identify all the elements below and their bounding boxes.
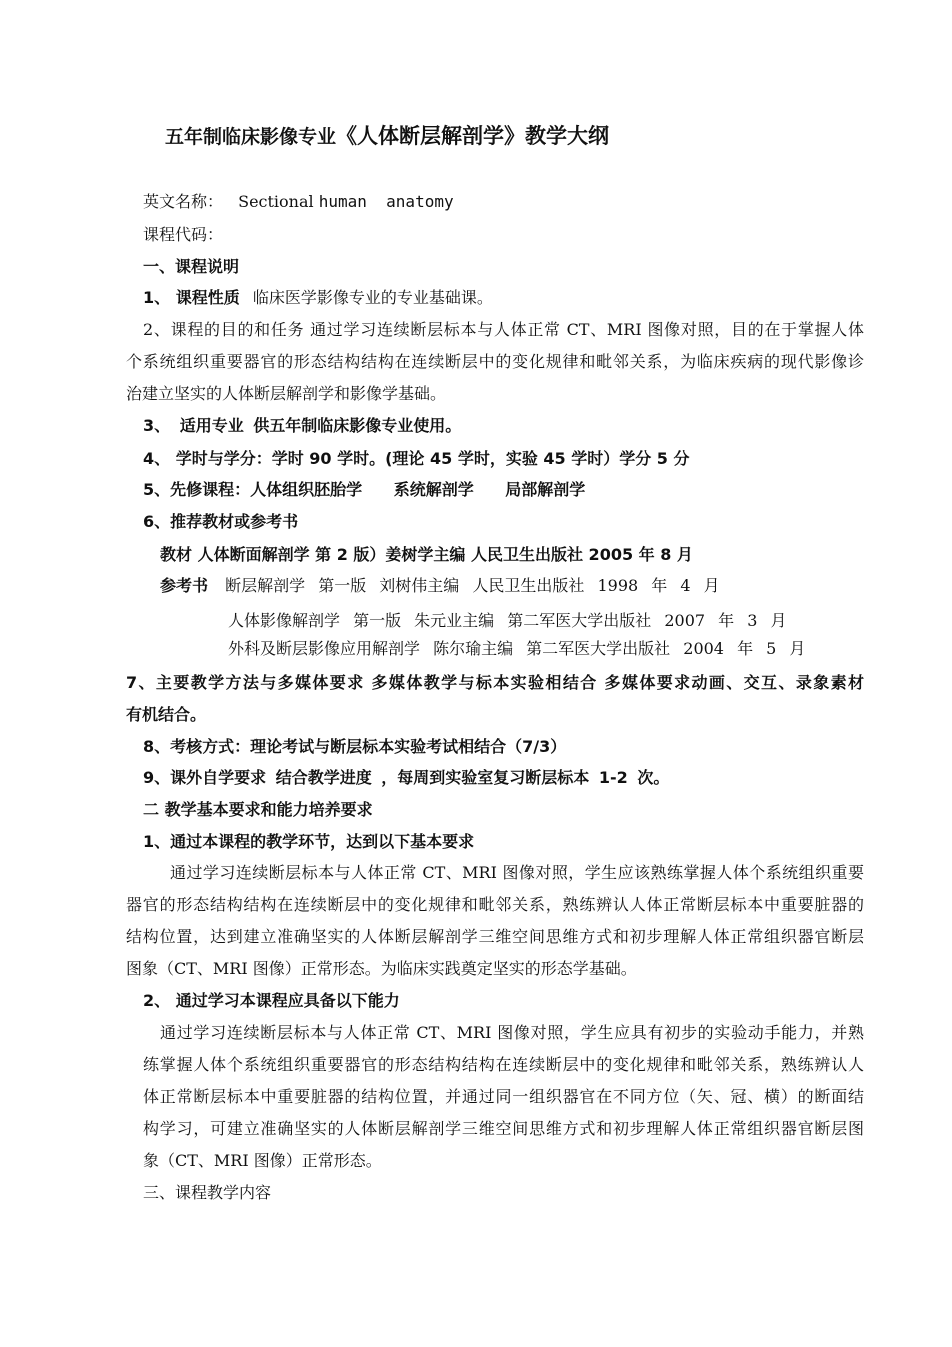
reference-label: 参考书 [160, 576, 209, 595]
english-name-serif: Sectional [238, 192, 314, 211]
sub1-line3: 结构位置，达到建立准确坚实的人体断层解剖学三维空间思维方式和初步理解人体正常组织器官断层 [126, 927, 864, 946]
item1-text: 临床医学影像专业的专业基础课。 [252, 288, 493, 307]
textbook-line: 教材 人体断面解剖学 第 2 版）姜树学主编 人民卫生出版社 2005 年 8 月 [160, 545, 693, 564]
item2-line3: 治建立坚实的人体断层解剖学和影像学基础。 [126, 384, 447, 403]
item4: 4、 学时与学分：学时 90 学时。(理论 45 学时，实验 45 学时）学分 5 分 [143, 449, 690, 468]
item1-line [143, 286, 493, 310]
item8: 8、考核方式：理论考试与断层标本实验考试相结合（7/3） [143, 737, 567, 756]
item5: 5、先修课程：人体组织胚胎学 系统解剖学 局部解剖学 [143, 480, 586, 499]
english-name-label: 英文名称： [143, 192, 224, 211]
sub1-line4: 图象（CT、MRI 图像）正常形态。为临床实践奠定坚实的形态学基础。 [126, 959, 637, 978]
sub2-line2: 练掌握人体个系统组织重要器官的形态结构结构在连续断层中的变化规律和毗邻关系，熟练辨认人 [143, 1055, 864, 1074]
reference-line1 [160, 574, 720, 598]
title-prefix: 五年制临床影像专业 [165, 126, 337, 148]
section3-heading: 三、课程教学内容 [143, 1183, 272, 1202]
english-name-line [143, 190, 454, 214]
item7-line2: 有机结合。 [126, 705, 207, 724]
sub1-line2: 器官的形态结构结构在连续断层中的变化规律和毗邻关系，熟练辨认人体正常断层标本中重要脏器的 [126, 895, 864, 914]
course-code-label: 课程代码： [143, 225, 224, 244]
english-name-sans: human anatomy [318, 192, 454, 211]
item3: 3、 适用专业 供五年制临床影像专业使用。 [143, 416, 462, 435]
section2-heading: 二 教学基本要求和能力培养要求 [143, 800, 373, 819]
item9: 9、课外自学要求 结合教学进度 ，每周到实验室复习断层标本 1-2 次。 [143, 768, 670, 787]
sub2-heading: 2、 通过学习本课程应具备以下能力 [143, 991, 400, 1010]
reference-2: 人体影像解剖学 第一版 朱元业主编 第二军医大学出版社 2007 年 3 月 [228, 611, 787, 630]
reference-3: 外科及断层影像应用解剖学 陈尔瑜主编 第二军医大学出版社 2004 年 5 月 [228, 639, 806, 658]
section1-heading: 一、课程说明 [143, 257, 240, 276]
reference-1: 断层解剖学 第一版 刘树伟主编 人民卫生出版社 1998 年 4 月 [225, 576, 720, 595]
page-title [165, 124, 609, 149]
sub2-line5: 象（CT、MRI 图像）正常形态。 [143, 1151, 382, 1170]
sub2-line1: 通过学习连续断层标本与人体正常 CT、MRI 图像对照，学生应具有初步的实验动手能力，并熟 [160, 1023, 864, 1042]
item2-line1: 2、课程的目的和任务 通过学习连续断层标本与人体正常 CT、MRI 图像对照，目的在于掌握人体 [143, 320, 864, 339]
item6: 6、推荐教材或参考书 [143, 512, 299, 531]
sub2-line4: 构学习，可建立准确坚实的人体断层解剖学三维空间思维方式和初步理解人体正常组织器官断层图 [143, 1119, 864, 1138]
item1-label: 1、 课程性质 [143, 288, 240, 307]
item7-line1: 7、主要教学方法与多媒体要求 多媒体教学与标本实验相结合 多媒体要求动画、交互、录象素材 [126, 673, 864, 692]
sub1-heading: 1、通过本课程的教学环节，达到以下基本要求 [143, 832, 475, 851]
sub1-line1: 通过学习连续断层标本与人体正常 CT、MRI 图像对照，学生应该熟练掌握人体个系统组织重要 [170, 863, 864, 882]
sub2-line3: 体正常断层标本中重要脏器的结构位置，并通过同一组织器官在不同方位（矢、冠、横）的断面结 [143, 1087, 864, 1106]
title-main: 《人体断层解剖学》教学大纲 [336, 124, 610, 148]
item2-line2: 个系统组织重要器官的形态结构结构在连续断层中的变化规律和毗邻关系，为临床疾病的现代影像诊 [126, 352, 864, 371]
